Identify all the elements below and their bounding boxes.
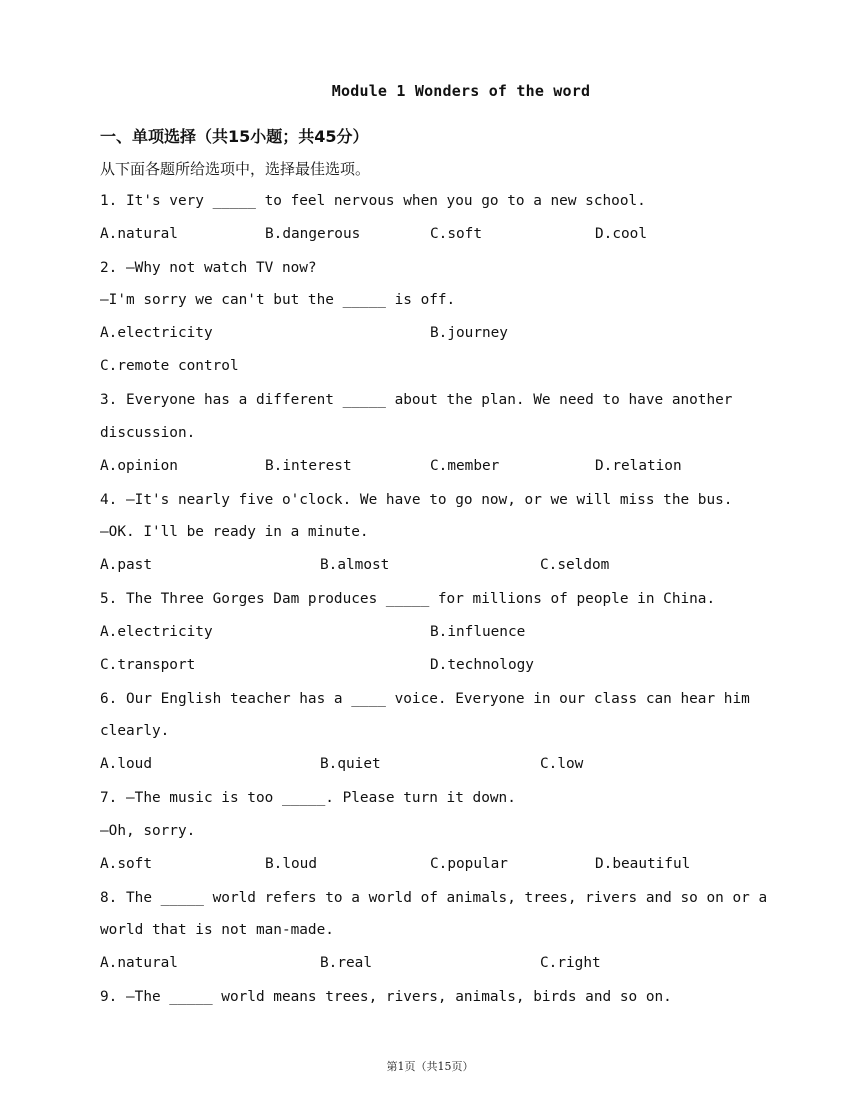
question-7-option-a: A.soft xyxy=(100,856,152,872)
question-2-stem-line-1: 2. —Why not watch TV now? xyxy=(100,260,317,276)
question-8-option-a: A.natural xyxy=(100,955,178,971)
question-4-stem-line-1: 4. —It's nearly five o'clock. We have to go now, or we will miss the bus. xyxy=(100,492,733,508)
question-8-option-b: B.real xyxy=(320,955,372,971)
question-1-stem: 1. It's very _____ to feel nervous when you go to a new school. xyxy=(100,193,646,209)
question-5-option-c: C.transport xyxy=(100,657,196,673)
question-7-option-b: B.loud xyxy=(265,856,317,872)
question-6-stem-line-2: clearly. xyxy=(100,723,170,739)
question-1-option-d: D.cool xyxy=(595,226,647,242)
section-heading: 一、单项选择（共15小题；共45分） xyxy=(100,127,369,146)
question-7-stem-line-2: —Oh, sorry. xyxy=(100,823,196,839)
question-1-option-a: A.natural xyxy=(100,226,178,242)
question-5-option-a: A.electricity xyxy=(100,624,213,640)
question-5-stem: 5. The Three Gorges Dam produces _____ for millions of people in China. xyxy=(100,591,716,607)
question-3-option-d: D.relation xyxy=(595,458,682,474)
question-8-option-c: C.right xyxy=(540,955,601,971)
question-7-stem-line-1: 7. —The music is too _____. Please turn it down. xyxy=(100,790,516,806)
question-4-option-c: C.seldom xyxy=(540,557,610,573)
question-3-option-c: C.member xyxy=(430,458,500,474)
question-3-option-b: B.interest xyxy=(265,458,352,474)
question-5-option-b: B.influence xyxy=(430,624,526,640)
question-8-stem-line-2: world that is not man-made. xyxy=(100,922,334,938)
question-2-option-b: B.journey xyxy=(430,325,508,341)
question-4-option-b: B.almost xyxy=(320,557,390,573)
question-2-stem-line-2: —I'm sorry we can't but the _____ is off. xyxy=(100,292,456,308)
question-9-stem: 9. —The _____ world means trees, rivers, animals, birds and so on. xyxy=(100,989,672,1005)
question-6-option-c: C.low xyxy=(540,756,584,772)
question-2-option-c: C.remote control xyxy=(100,358,239,374)
question-4-stem-line-2: —OK. I'll be ready in a minute. xyxy=(100,524,369,540)
question-1-option-c: C.soft xyxy=(430,226,482,242)
question-1-option-b: B.dangerous xyxy=(265,226,361,242)
section-instruction: 从下面各题所给选项中，选择最佳选项。 xyxy=(100,160,371,178)
question-6-stem-line-1: 6. Our English teacher has a ____ voice. Everyone in our class can hear him xyxy=(100,691,750,707)
question-6-option-b: B.quiet xyxy=(320,756,381,772)
page-footer: 第1页（共15页） xyxy=(386,1060,474,1073)
question-7-option-c: C.popular xyxy=(430,856,508,872)
page-title: Module 1 Wonders of the word xyxy=(331,82,591,100)
question-3-stem-line-1: 3. Everyone has a different _____ about the plan. We need to have another xyxy=(100,392,733,408)
question-6-option-a: A.loud xyxy=(100,756,152,772)
question-7-option-d: D.beautiful xyxy=(595,856,691,872)
question-5-option-d: D.technology xyxy=(430,657,534,673)
question-3-option-a: A.opinion xyxy=(100,458,178,474)
question-3-stem-line-2: discussion. xyxy=(100,425,196,441)
question-8-stem-line-1: 8. The _____ world refers to a world of animals, trees, rivers and so on or a xyxy=(100,890,768,906)
question-2-option-a: A.electricity xyxy=(100,325,213,341)
question-4-option-a: A.past xyxy=(100,557,152,573)
